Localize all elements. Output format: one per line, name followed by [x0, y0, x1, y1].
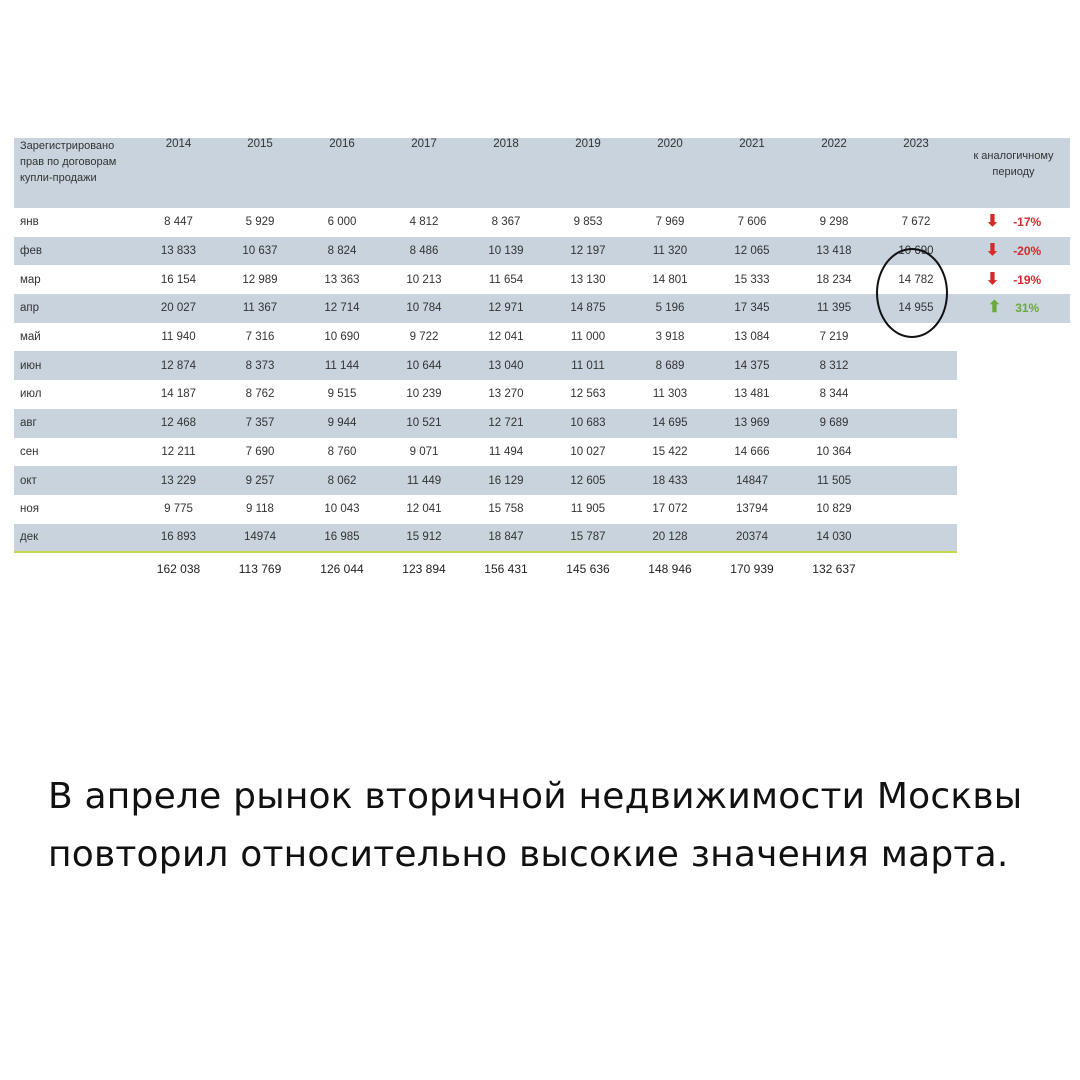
value-cell: 7 969 — [655, 216, 685, 229]
table-row — [14, 380, 1070, 409]
value-cell: 8 762 — [245, 388, 275, 401]
arrow-up-icon: ⬆ — [987, 299, 1002, 317]
table-header-row — [14, 138, 1070, 208]
value-cell: 14 187 — [160, 388, 197, 401]
value-cell: 14 955 — [898, 302, 934, 315]
value-cell: 11 000 — [570, 331, 606, 344]
value-cell: 18 847 — [465, 524, 547, 553]
value-cell: 12 605 — [570, 474, 606, 487]
value-cell: 14 695 — [652, 417, 688, 430]
value-cell: 8 689 — [655, 359, 685, 372]
value-cell: 14847 — [736, 474, 768, 487]
month-label: апр — [20, 302, 40, 315]
value-cell: 12 989 — [242, 273, 278, 286]
value-cell: 9 515 — [327, 388, 357, 401]
change-cell — [957, 294, 1070, 323]
value-cell — [875, 466, 957, 495]
value-cell: 4 812 — [409, 216, 439, 229]
month-label: дек — [14, 524, 138, 553]
value-cell: 7 690 — [245, 445, 275, 458]
value-cell: 8 312 — [819, 359, 849, 372]
value-cell: 8 824 — [327, 245, 357, 258]
year-header: 2020 — [657, 138, 683, 150]
month-label: мар — [20, 273, 41, 286]
value-cell: 9 944 — [327, 417, 357, 430]
arrow-down-icon: ⬇ — [985, 270, 1000, 288]
month-label: июн — [20, 359, 42, 372]
value-cell: 8 486 — [409, 245, 439, 258]
change-percent: 31% — [1015, 301, 1040, 316]
change-indicator — [986, 214, 1041, 230]
change-cell — [957, 438, 1070, 467]
value-cell: 12 563 — [570, 388, 606, 401]
table-row — [14, 208, 1070, 237]
value-cell: 10 139 — [488, 245, 524, 258]
table-row — [14, 351, 1070, 380]
total-cell: 148 946 — [648, 561, 692, 576]
table-row — [14, 495, 1070, 524]
value-cell: 8 447 — [164, 216, 193, 229]
change-cell — [957, 351, 1070, 380]
change-cell — [957, 208, 1070, 237]
year-header: 2014 — [165, 138, 192, 150]
change-header: к аналогичному периоду — [973, 150, 1054, 178]
value-cell: 7 357 — [245, 417, 275, 430]
value-cell: 13 084 — [734, 331, 770, 344]
total-empty-cell — [875, 552, 957, 584]
year-header: 2021 — [739, 138, 765, 150]
value-cell: 10 637 — [242, 245, 278, 258]
value-cell: 13 418 — [816, 245, 852, 258]
value-cell: 8 760 — [327, 445, 357, 458]
caption-text: В апреле рынок вторичной недвижимости Москвы повторил относительно высокие значения марта. — [48, 776, 1023, 875]
value-cell: 11 449 — [406, 474, 442, 487]
value-cell: 20374 — [711, 524, 793, 553]
value-cell: 8 373 — [245, 359, 275, 372]
value-cell: 17 072 — [652, 503, 688, 516]
total-cell: 170 939 — [730, 561, 774, 576]
value-cell: 9 689 — [819, 417, 849, 430]
change-cell — [957, 495, 1070, 524]
value-cell: 13 969 — [734, 417, 770, 430]
value-cell: 11 367 — [242, 302, 278, 315]
total-cell: 162 038 — [156, 561, 201, 576]
value-cell: 14 375 — [734, 359, 770, 372]
value-cell: 6 000 — [327, 216, 357, 229]
value-cell: 10 683 — [570, 417, 606, 430]
value-cell: 15 422 — [652, 445, 688, 458]
change-cell — [957, 524, 1070, 553]
value-cell: 7 672 — [901, 216, 931, 229]
value-cell — [875, 495, 957, 524]
value-cell: 15 333 — [734, 273, 770, 286]
value-cell: 9 722 — [409, 331, 439, 344]
value-cell: 12 714 — [324, 302, 360, 315]
value-cell: 8 062 — [327, 474, 357, 487]
value-cell: 11 905 — [570, 503, 606, 516]
registrations-table — [14, 138, 1070, 584]
table-row — [14, 524, 1070, 553]
change-indicator — [986, 243, 1041, 259]
value-cell: 10 521 — [406, 417, 442, 430]
year-header: 2018 — [493, 138, 519, 150]
value-cell: 16 154 — [160, 273, 197, 286]
arrow-down-icon: ⬇ — [985, 242, 1000, 260]
value-cell: 12 041 — [406, 503, 442, 516]
value-cell: 12 197 — [570, 245, 606, 258]
value-cell: 14 030 — [793, 524, 875, 553]
value-cell: 12 211 — [161, 445, 196, 458]
month-label: янв — [20, 216, 39, 229]
total-empty-cell — [957, 552, 1070, 584]
month-label: сен — [20, 445, 39, 458]
value-cell: 13 040 — [488, 359, 524, 372]
year-header: 2022 — [821, 138, 847, 150]
value-cell: 11 320 — [652, 245, 688, 258]
value-cell: 10 027 — [570, 445, 606, 458]
value-cell — [875, 438, 957, 467]
value-cell: 20 128 — [629, 524, 711, 553]
month-label: окт — [20, 474, 37, 487]
value-cell: 9 775 — [164, 503, 193, 516]
table-row — [14, 466, 1070, 495]
total-cell: 132 637 — [812, 561, 856, 576]
value-cell: 8 344 — [819, 388, 849, 401]
value-cell: 12 971 — [488, 302, 524, 315]
value-cell: 5 929 — [245, 216, 275, 229]
change-cell — [957, 466, 1070, 495]
value-cell: 13 130 — [570, 273, 606, 286]
value-cell: 13 833 — [160, 245, 197, 258]
change-indicator — [986, 272, 1041, 288]
value-cell: 9 118 — [246, 503, 274, 516]
table-row — [14, 409, 1070, 438]
value-cell: 16 985 — [301, 524, 383, 553]
change-percent: -19% — [1013, 272, 1042, 287]
value-cell: 18 234 — [816, 273, 852, 286]
value-cell: 15 912 — [383, 524, 465, 553]
value-cell: 11 940 — [161, 331, 196, 344]
value-cell: 14 801 — [652, 273, 688, 286]
value-cell: 10 829 — [816, 503, 852, 516]
value-cell: 9 853 — [573, 216, 603, 229]
month-label: май — [20, 331, 41, 344]
value-cell: 20 027 — [160, 302, 197, 315]
value-cell: 12 468 — [160, 417, 197, 430]
month-label: ноя — [20, 503, 39, 516]
value-cell — [875, 409, 957, 438]
value-cell: 10 784 — [406, 302, 442, 315]
value-cell: 7 316 — [245, 331, 275, 344]
value-cell: 13 229 — [160, 474, 197, 487]
value-cell: 10 213 — [406, 273, 442, 286]
value-cell: 13 363 — [324, 273, 360, 286]
totals-label — [14, 552, 138, 584]
change-indicator — [988, 300, 1039, 316]
value-cell: 5 196 — [655, 302, 685, 315]
value-cell: 16 129 — [488, 474, 524, 487]
value-cell: 11 494 — [488, 445, 524, 458]
total-cell: 123 894 — [402, 561, 446, 576]
value-cell: 7 219 — [819, 331, 849, 344]
year-header: 2016 — [329, 138, 355, 150]
total-cell: 126 044 — [320, 561, 364, 576]
value-cell: 11 303 — [652, 388, 688, 401]
value-cell: 11 654 — [488, 273, 524, 286]
value-cell: 16 893 — [138, 524, 219, 553]
year-header: 2023 — [903, 138, 929, 150]
value-cell: 17 345 — [734, 302, 770, 315]
value-cell: 15 787 — [547, 524, 629, 553]
value-cell: 14 666 — [734, 445, 770, 458]
value-cell — [875, 524, 957, 553]
totals-row — [14, 552, 1070, 584]
arrow-down-icon: ⬇ — [985, 213, 1000, 231]
value-cell: 9 298 — [819, 216, 849, 229]
value-cell: 10 690 — [324, 331, 360, 344]
change-cell — [957, 323, 1070, 352]
value-cell: 10 364 — [816, 445, 852, 458]
value-cell: 14 782 — [898, 273, 934, 286]
change-cell — [957, 237, 1070, 266]
month-label: июл — [20, 388, 42, 401]
month-label: фев — [20, 245, 42, 258]
value-cell: 11 395 — [816, 302, 852, 315]
total-cell: 145 636 — [566, 561, 610, 576]
change-percent: -20% — [1013, 244, 1042, 259]
value-cell — [875, 380, 957, 409]
value-cell: 11 144 — [324, 359, 360, 372]
value-cell: 10 239 — [406, 388, 442, 401]
registrations-table-container — [14, 138, 1070, 584]
month-label: авг — [20, 417, 37, 430]
value-cell: 9 257 — [245, 474, 275, 487]
highlight-circle — [876, 248, 948, 338]
year-header: 2019 — [575, 138, 601, 150]
value-cell: 12 721 — [488, 417, 524, 430]
value-cell: 9 071 — [409, 445, 439, 458]
change-cell — [957, 380, 1070, 409]
value-cell: 8 367 — [491, 216, 521, 229]
value-cell: 12 874 — [160, 359, 197, 372]
change-cell — [957, 409, 1070, 438]
row-label-header: Зарегистрировано прав по договорам купли-продажи — [20, 140, 117, 184]
value-cell: 11 011 — [571, 359, 605, 372]
change-cell — [957, 265, 1070, 294]
value-cell: 11 505 — [816, 474, 852, 487]
total-cell: 113 769 — [238, 561, 282, 576]
value-cell: 14 875 — [570, 302, 606, 315]
year-header: 2015 — [247, 138, 273, 150]
value-cell: 13794 — [736, 503, 768, 516]
value-cell: 18 433 — [652, 474, 688, 487]
year-header: 2017 — [411, 138, 437, 150]
change-percent: -17% — [1013, 215, 1042, 230]
value-cell: 14974 — [219, 524, 301, 553]
total-cell: 156 431 — [484, 561, 528, 576]
value-cell — [875, 351, 957, 380]
value-cell: 10 043 — [324, 503, 360, 516]
value-cell: 10 644 — [406, 359, 442, 372]
value-cell: 13 481 — [734, 388, 770, 401]
value-cell: 12 065 — [734, 245, 770, 258]
value-cell: 10 690 — [898, 245, 934, 258]
value-cell: 13 270 — [488, 388, 524, 401]
value-cell: 3 918 — [655, 331, 685, 344]
value-cell: 7 606 — [737, 216, 767, 229]
table-row — [14, 438, 1070, 467]
value-cell: 12 041 — [488, 331, 524, 344]
value-cell: 15 758 — [488, 503, 524, 516]
